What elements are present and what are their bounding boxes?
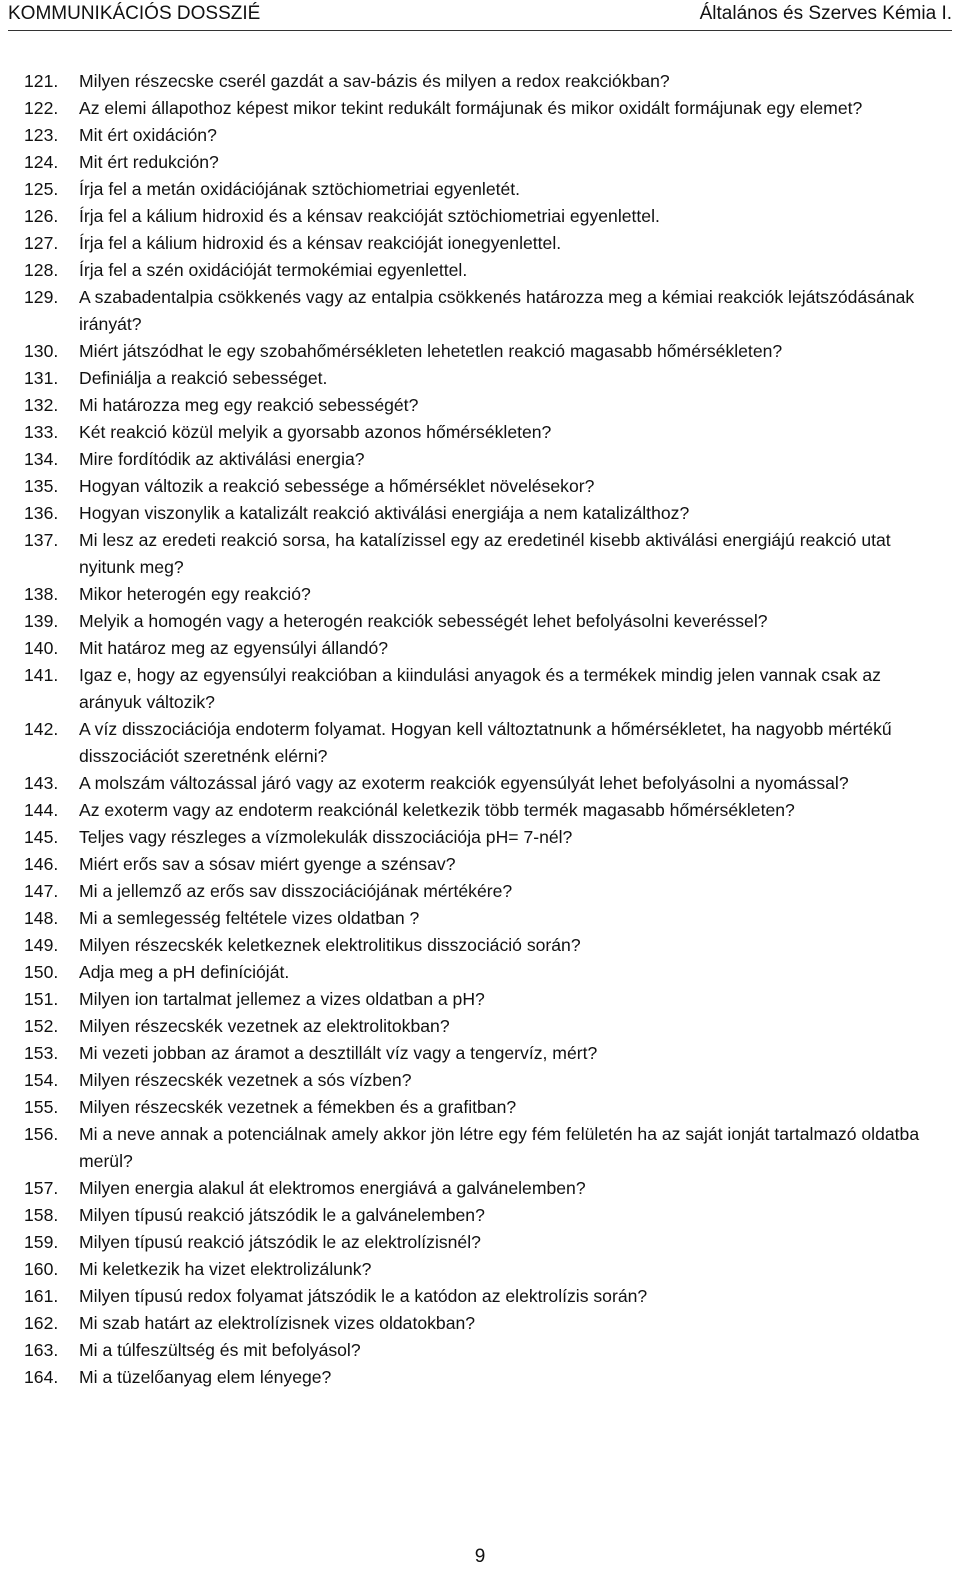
- header-document-title: KOMMUNIKÁCIÓS DOSSZIÉ: [8, 3, 261, 24]
- question-text: A szabadentalpia csökkenés vagy az entalpia csökkenés határozza meg a kémiai reakciók lejátszódásának irányát?: [79, 287, 915, 334]
- question-number: 124.: [24, 152, 59, 172]
- question-text: Milyen részecskék keletkeznek elektrolitikus disszociáció során?: [79, 935, 581, 955]
- question-item: [24, 257, 942, 284]
- question-item: [24, 1202, 942, 1229]
- question-text: Mi vezeti jobban az áramot a desztillált víz vagy a tengervíz, mért?: [79, 1043, 598, 1063]
- question-item: [24, 1229, 942, 1256]
- question-item: [24, 1040, 942, 1067]
- question-number: 151.: [24, 989, 59, 1009]
- question-text: Mi szab határt az elektrolízisnek vizes oldatokban?: [79, 1313, 476, 1333]
- question-number: 131.: [24, 368, 59, 388]
- question-item: [24, 1310, 942, 1337]
- question-number: 153.: [24, 1043, 59, 1063]
- header-course-title: Általános és Szerves Kémia I.: [699, 3, 952, 24]
- question-number: 135.: [24, 476, 59, 496]
- question-number: 145.: [24, 827, 59, 847]
- question-number: 139.: [24, 611, 59, 631]
- question-number: 128.: [24, 260, 59, 280]
- question-item: [24, 905, 942, 932]
- question-number: 164.: [24, 1367, 59, 1387]
- question-item: [24, 527, 942, 581]
- question-item: [24, 1256, 942, 1283]
- question-item: [24, 1337, 942, 1364]
- question-item: [24, 230, 942, 257]
- question-text: Mire fordítódik az aktiválási energia?: [79, 449, 365, 469]
- question-text: Milyen energia alakul át elektromos energiává a galvánelemben?: [79, 1178, 586, 1198]
- question-item: [24, 608, 942, 635]
- question-text: Írja fel a szén oxidációját termokémiai egyenlettel.: [79, 260, 468, 280]
- question-item: [24, 284, 942, 338]
- question-text: Teljes vagy részleges a vízmolekulák disszociációja pH= 7-nél?: [79, 827, 573, 847]
- question-text: Mi a túlfeszültség és mit befolyásol?: [79, 1340, 361, 1360]
- question-item: [24, 770, 942, 797]
- question-item: [24, 1121, 942, 1175]
- question-item: [24, 932, 942, 959]
- question-item: [24, 986, 942, 1013]
- question-text: Hogyan viszonylik a katalizált reakció aktiválási energiája a nem katalizálthoz?: [79, 503, 690, 523]
- question-item: [24, 122, 942, 149]
- question-number: 163.: [24, 1340, 59, 1360]
- page-header: [8, 0, 952, 31]
- question-item: [24, 419, 942, 446]
- question-text: Milyen részecskék vezetnek a sós vízben?: [79, 1070, 412, 1090]
- question-text: A molszám változással járó vagy az exoterm reakciók egyensúlyát lehet befolyásolni a nyomással?: [79, 773, 849, 793]
- question-item: [24, 1067, 942, 1094]
- question-item: [24, 635, 942, 662]
- question-text: Írja fel a metán oxidációjának sztöchiometriai egyenletét.: [79, 179, 521, 199]
- question-text: Miért játszódhat le egy szobahőmérsékleten lehetetlen reakció magasabb hőmérsékleten?: [79, 341, 783, 361]
- question-number: 134.: [24, 449, 59, 469]
- question-text: Milyen típusú redox folyamat játszódik le a katódon az elektrolízis során?: [79, 1286, 648, 1306]
- question-item: [24, 1364, 942, 1391]
- question-item: [24, 716, 942, 770]
- question-text: Milyen részecske cserél gazdát a sav-bázis és milyen a redox reakciókban?: [79, 71, 670, 91]
- question-item: [24, 365, 942, 392]
- question-item: [24, 1283, 942, 1310]
- question-text: Írja fel a kálium hidroxid és a kénsav reakcióját ionegyenlettel.: [79, 233, 562, 253]
- question-text: Mi a tüzelőanyag elem lényege?: [79, 1367, 332, 1387]
- question-text: Mi határozza meg egy reakció sebességét?: [79, 395, 419, 415]
- question-text: Mi lesz az eredeti reakció sorsa, ha katalízissel egy az eredetinél kisebb aktiválási energiájú reakció utat nyitunk meg?: [79, 530, 891, 577]
- question-item: [24, 1013, 942, 1040]
- question-item: [24, 1175, 942, 1202]
- question-text: Adja meg a pH definícióját.: [79, 962, 290, 982]
- question-text: Mi a jellemző az erős sav disszociációjának mértékére?: [79, 881, 513, 901]
- question-text: Miért erős sav a sósav miért gyenge a szénsav?: [79, 854, 456, 874]
- question-number: 136.: [24, 503, 59, 523]
- question-item: [24, 203, 942, 230]
- question-item: [24, 176, 942, 203]
- question-text: Igaz e, hogy az egyensúlyi reakcióban a kiindulási anyagok és a termékek mindig jelen vannak csak az arányuk változik?: [79, 665, 881, 712]
- question-item: [24, 581, 942, 608]
- question-item: [24, 851, 942, 878]
- question-item: [24, 473, 942, 500]
- question-number: 159.: [24, 1232, 59, 1252]
- question-text: Hogyan változik a reakció sebessége a hőmérséklet növelésekor?: [79, 476, 595, 496]
- question-text: Definiálja a reakció sebességet.: [79, 368, 328, 388]
- question-text: Melyik a homogén vagy a heterogén reakciók sebességét lehet befolyásolni keveréssel?: [79, 611, 768, 631]
- question-number: 144.: [24, 800, 59, 820]
- question-item: [24, 500, 942, 527]
- question-number: 132.: [24, 395, 59, 415]
- question-number: 126.: [24, 206, 59, 226]
- question-item: [24, 797, 942, 824]
- question-text: Az exoterm vagy az endoterm reakciónál keletkezik több termék magasabb hőmérsékleten?: [79, 800, 795, 820]
- question-item: [24, 68, 942, 95]
- question-number: 162.: [24, 1313, 59, 1333]
- question-text: Milyen részecskék vezetnek az elektrolitokban?: [79, 1016, 450, 1036]
- question-text: Mit ért redukción?: [79, 152, 219, 172]
- question-text: Mit ért oxidáción?: [79, 125, 217, 145]
- question-number: 161.: [24, 1286, 59, 1306]
- question-item: [24, 95, 942, 122]
- question-number: 138.: [24, 584, 59, 604]
- question-text: Mi a semlegesség feltétele vizes oldatban ?: [79, 908, 420, 928]
- question-number: 122.: [24, 98, 59, 118]
- question-number: 158.: [24, 1205, 59, 1225]
- question-text: A víz disszociációja endoterm folyamat. Hogyan kell változtatnunk a hőmérsékletet, ha nagyobb mértékű disszociációt szeretnénk elérni?: [79, 719, 892, 766]
- question-number: 121.: [24, 71, 59, 91]
- question-text: Az elemi állapothoz képest mikor tekint redukált formájunak és mikor oxidált formájunak egy elemet?: [79, 98, 863, 118]
- question-number: 143.: [24, 773, 59, 793]
- question-number: 156.: [24, 1124, 59, 1144]
- question-text: Mi a neve annak a potenciálnak amely akkor jön létre egy fém felületén ha az saját ionját tartalmazó oldatba merül?: [79, 1124, 920, 1171]
- question-text: Milyen részecskék vezetnek a fémekben és a grafitban?: [79, 1097, 517, 1117]
- question-number: 148.: [24, 908, 59, 928]
- question-number: 146.: [24, 854, 59, 874]
- question-number: 123.: [24, 125, 59, 145]
- question-item: [24, 1094, 942, 1121]
- question-number: 125.: [24, 179, 59, 199]
- question-number: 141.: [24, 665, 59, 685]
- question-item: [24, 878, 942, 905]
- question-text: Milyen típusú reakció játszódik le a galvánelemben?: [79, 1205, 485, 1225]
- question-text: Mit határoz meg az egyensúlyi állandó?: [79, 638, 389, 658]
- question-item: [24, 959, 942, 986]
- question-number: 142.: [24, 719, 59, 739]
- question-number: 154.: [24, 1070, 59, 1090]
- question-text: Mi keletkezik ha vizet elektrolizálunk?: [79, 1259, 372, 1279]
- page-number: 9: [474, 1546, 486, 1567]
- question-text: Két reakció közül melyik a gyorsabb azonos hőmérsékleten?: [79, 422, 552, 442]
- question-number: 140.: [24, 638, 59, 658]
- question-text: Mikor heterogén egy reakció?: [79, 584, 311, 604]
- question-number: 160.: [24, 1259, 59, 1279]
- question-number: 152.: [24, 1016, 59, 1036]
- question-number: 130.: [24, 341, 59, 361]
- question-number: 127.: [24, 233, 59, 253]
- question-text: Írja fel a kálium hidroxid és a kénsav reakcióját sztöchiometriai egyenlettel.: [79, 206, 660, 226]
- question-number: 149.: [24, 935, 59, 955]
- question-number: 155.: [24, 1097, 59, 1117]
- question-item: [24, 662, 942, 716]
- question-item: [24, 446, 942, 473]
- question-number: 150.: [24, 962, 59, 982]
- question-number: 147.: [24, 881, 59, 901]
- question-item: [24, 149, 942, 176]
- question-number: 133.: [24, 422, 59, 442]
- question-number: 129.: [24, 287, 59, 307]
- question-item: [24, 824, 942, 851]
- question-text: Milyen ion tartalmat jellemez a vizes oldatban a pH?: [79, 989, 485, 1009]
- question-number: 157.: [24, 1178, 59, 1198]
- question-list: [24, 68, 942, 1391]
- question-number: 137.: [24, 530, 59, 550]
- question-text: Milyen típusú reakció játszódik le az elektrolízisnél?: [79, 1232, 481, 1252]
- question-item: [24, 338, 942, 365]
- question-item: [24, 392, 942, 419]
